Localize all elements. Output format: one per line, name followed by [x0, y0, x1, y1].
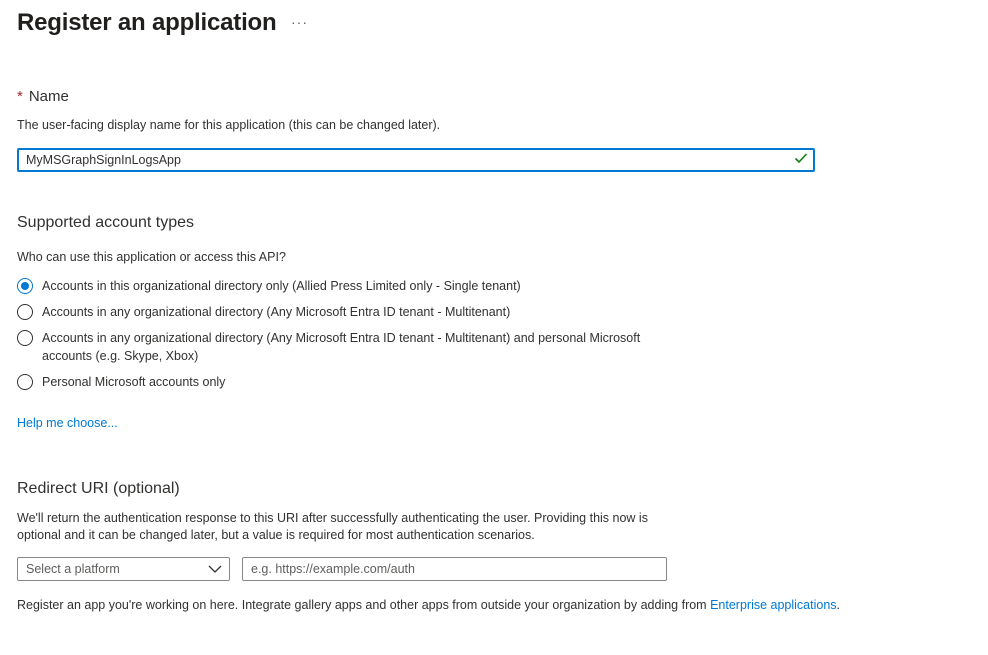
account-type-option-personal[interactable] [17, 375, 225, 390]
account-types-question: Who can use this application or access this API? [17, 250, 286, 264]
account-type-option-single-tenant[interactable] [17, 279, 521, 294]
more-options-button[interactable]: ··· [291, 14, 308, 30]
redirect-uri-input[interactable] [243, 558, 651, 579]
name-field-wrapper [17, 148, 815, 172]
footer-text-body: Register an app you're working on here. Integrate gallery apps and other apps from outside your organization by adding from [17, 598, 711, 612]
platform-select[interactable] [17, 557, 230, 581]
required-mark: * [17, 88, 23, 105]
name-description: The user-facing display name for this application (this can be changed later). [17, 118, 441, 132]
footer-text-end: . [836, 598, 841, 612]
name-input[interactable] [18, 149, 786, 170]
platform-select-value: Select a platform [26, 562, 120, 576]
account-types-title: Supported account types [17, 214, 195, 231]
radio-button[interactable] [17, 278, 33, 294]
option-label: Accounts in any organizational directory (Any Microsoft Entra ID tenant - Multitenant) and personal Microsoft accounts (e.g. Skype, Xbox) [42, 331, 641, 363]
checkmark-icon [794, 151, 808, 168]
name-label-text: Name [28, 88, 69, 105]
radio-button[interactable] [17, 374, 33, 390]
account-type-option-multitenant[interactable] [17, 305, 510, 320]
name-label [17, 88, 69, 105]
page-title: Register an application [17, 9, 277, 36]
redirect-uri-field-wrapper [242, 557, 667, 581]
help-me-choose-link[interactable]: Help me choose... [17, 416, 118, 430]
option-label: Accounts in this organizational directory only (Allied Press Limited only - Single tenant) [42, 279, 521, 293]
chevron-down-icon [208, 563, 222, 578]
account-type-option-multitenant-personal[interactable] [17, 331, 687, 365]
radio-button[interactable] [17, 304, 33, 320]
redirect-uri-description: We'll return the authentication response to this URI after successfully authenticating the user. Providing this now is optional and it can be changed later, but a value is required for most authentication scenarios. [17, 511, 648, 542]
footer-text [17, 598, 840, 612]
option-label: Accounts in any organizational directory (Any Microsoft Entra ID tenant - Multitenant) [42, 305, 511, 319]
enterprise-applications-link[interactable]: Enterprise applications [710, 598, 837, 612]
radio-button[interactable] [17, 330, 33, 346]
redirect-uri-title: Redirect URI (optional) [17, 480, 180, 497]
option-label: Personal Microsoft accounts only [42, 375, 226, 389]
